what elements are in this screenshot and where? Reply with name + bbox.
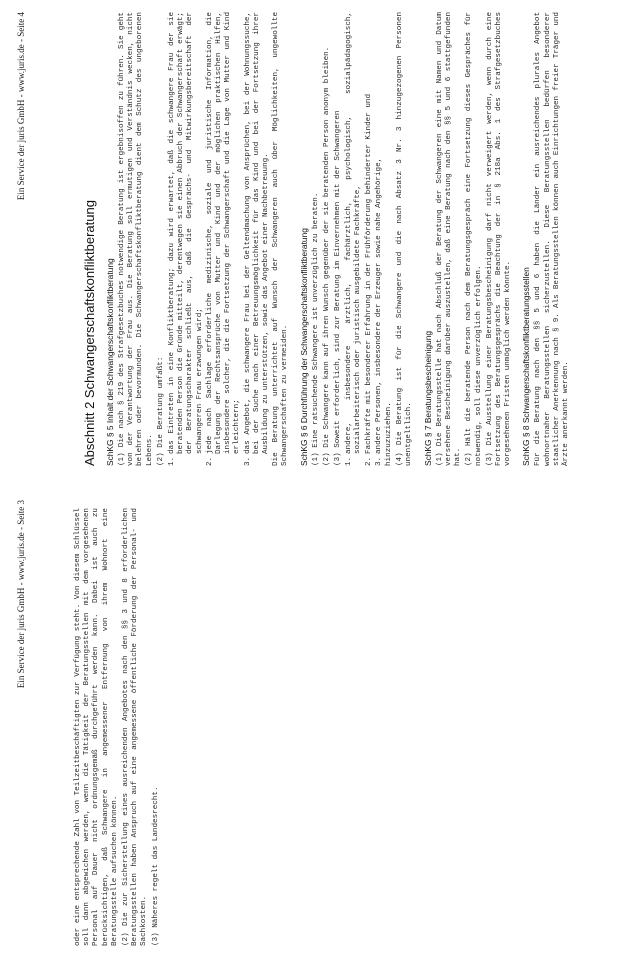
list-item xyxy=(244,12,272,466)
list-text: Fachkräfte mit besonderer Erfahrung in der Frühförderung behinderter Kinder und xyxy=(364,93,373,454)
list-number: 2. xyxy=(364,456,373,466)
paragraph: oder eine entsprechende Zahl von Teilzeitbeschäftigten zur Verfügung steht. Von diesem Schlüssel soll dann abgewichen werden, wenn die Tätigkeit der Beratungsstellen mit dem vorgesehenen Personal auf Dauer nicht ordnungsgemäß durchgeführt werden kann. Dabei ist auch zu berücksichtigen, daß Schwangere in angemessener Entfernung von ihrem Wohnort eine Beratungsstelle aufsuchen können. xyxy=(74,508,119,946)
paragraph: (3) Die Ausstellung einer Beratungsbescheinigung darf nicht verweigert werden, wenn durch eine Fortsetzung des Beratungsgesprächs die Beachtung der in § 218a Abs. 1 des Strafgesetzbuches vorgesehenen Fristen unmöglich werden könnte. xyxy=(485,12,513,466)
list-item xyxy=(168,12,205,466)
list-item xyxy=(345,12,363,466)
paragraph: (2) Die zur Sicherstellung eines ausreichenden Angebotes nach den §§ 3 und 8 erforderlichen Beratungsstellen haben Anspruch auf eine angemessene öffentliche Förderung der Personal- und Sachkosten. xyxy=(122,508,149,946)
list-number: 1. xyxy=(168,456,177,466)
section-title-s5: SchKG § 5 Inhalt der Schwangerschaftskonfliktberatung xyxy=(105,258,115,466)
page-body xyxy=(74,508,163,946)
paragraph: (3) Soweit erforderlich, sind zur Beratung im Einvernehmen mit der Schwangeren xyxy=(334,110,343,466)
section-title-s6: SchKG § 6 Durchführung der Schwangerschaftskonfliktberatung xyxy=(298,228,309,466)
paragraph: Die Beratung unterrichtet auf Wunsch der Schwangeren auch über Möglichkeiten, ungewollte Schwangerschaften zu vermeiden. xyxy=(272,12,290,466)
list-number: 1. xyxy=(345,456,354,466)
paragraph: (2) Hält die beratende Person nach dem Beratungsgespräch eine Fortsetzung dieses Gespräches für notwendig, soll diese unverzüglich erfolgen. xyxy=(465,12,483,466)
page-header: Ein Service der juris GmbH - www.juris.de - Seite 3 xyxy=(16,500,26,689)
paragraph: (2) Die Beratung umfaßt: xyxy=(156,356,165,466)
paragraph: (1) Die nach § 219 des Strafgesetzbuches notwendige Beratung ist ergebnisoffen zu führen. Sie geht von der Verantwortung der Frau aus. Die Beratung soll ermutigen und Verständnis wecken, nicht belehren oder bevormunden. Die Schwangerschaftskonfliktberatung dient dem Schutz des ungeborenen Lebens. xyxy=(118,12,154,466)
page-header: Ein Service der juris GmbH - www.juris.de - Seite 4 xyxy=(16,12,26,201)
list-item xyxy=(206,12,243,466)
list-item xyxy=(365,12,374,466)
list-text: andere Personen, insbesondere der Erzeuger sowie nahe Angehörige, xyxy=(374,157,383,454)
list-item xyxy=(375,12,384,466)
list-text: andere, insbesondere ärztlich, fachärztlich, psychologisch, sozialpädagogisch, sozialarbeiterisch oder juristisch ausgebildete Fachkräfte, xyxy=(345,12,363,454)
paragraph: (2) Die Schwangere kann auf ihren Wunsch gegenüber der sie beratenden Person anonym bleiben. xyxy=(322,46,331,466)
chapter-heading: Abschnitt 2 Schwangerschaftskonfliktberatung xyxy=(82,200,97,466)
section-title-s8: SchKG § 8 Schwangerschaftskonfliktberatungsstellen xyxy=(521,267,532,466)
paragraph: (3) Näheres regelt das Landesrecht. xyxy=(151,786,160,946)
paragraph: (4) Die Beratung ist für die Schwangere und die nach Absatz 3 Nr. 3 hinzugezogenen Personen unentgeltlich. xyxy=(396,12,414,466)
paragraph: (1) Die Beratungsstelle hat nach Abschluß der Beratung der Schwangeren eine mit Namen und Datum versehene Bescheinigung darüber auszustellen, daß eine Beratung nach den §§ 5 und 6 stattgefunden hat. xyxy=(435,12,463,466)
list-text: das Angebot, die schwangere Frau bei der Geltendmachung von Ansprüchen, bei der Wohnungssuche, bei der Suche nach einer Betreuungsmöglichkeit für das Kind und bei der Fortsetzung ihrer Ausbildung zu unterstützen, sowie das Angebot einer Nachbetreuung. xyxy=(243,12,271,454)
page-3 xyxy=(0,488,643,976)
section-title-s7: SchKG § 7 Beratungsbescheinigung xyxy=(422,330,433,466)
paragraph: (1) Eine ratsuchende Schwangere ist unverzüglich zu beraten. xyxy=(311,192,320,466)
list-number: 2. xyxy=(205,456,214,466)
list-text: das Eintreten in eine Konfliktberatung; dazu wird erwartet, daß die schwangere Frau der sie beratenden Person die Gründe mitteilt, derentwegen sie einen Abbruch der Schwangerschaft erwägt; der Beratungscharakter schließt aus, daß die Gesprächs- und Mitwirkungsbereitschaft der schwangeren Frau erzwungen wird; xyxy=(168,12,204,454)
paragraph: hinzuzuziehen. xyxy=(385,402,394,466)
page-body xyxy=(82,12,573,466)
list-number: 3. xyxy=(243,456,252,466)
list-text: jede nach Sachlage erforderliche medizinische, soziale und juristische Information, die Darlegung der Rechtsansprüche von Mutter und Kind und der möglichen praktischen Hilfen, insbesondere solcher, die die Fortsetzung der Schwangerschaft und die Lage von Mutter und Kind erleichtern; xyxy=(205,12,242,454)
paragraph: Für die Beratung nach den §§ 5 und 6 haben die Länder ein ausreichendes plurales Angebot wohnortnaher Beratungsstellen sicherzustellen. Diese Beratungsstellen bedürfen besonderer staatlicher Anerkennung nach § 9. Als Beratungsstellen können auch Einrichtungen freier Träger und Ärzte anerkannt werden. xyxy=(534,12,570,466)
list-number: 3. xyxy=(374,456,383,466)
